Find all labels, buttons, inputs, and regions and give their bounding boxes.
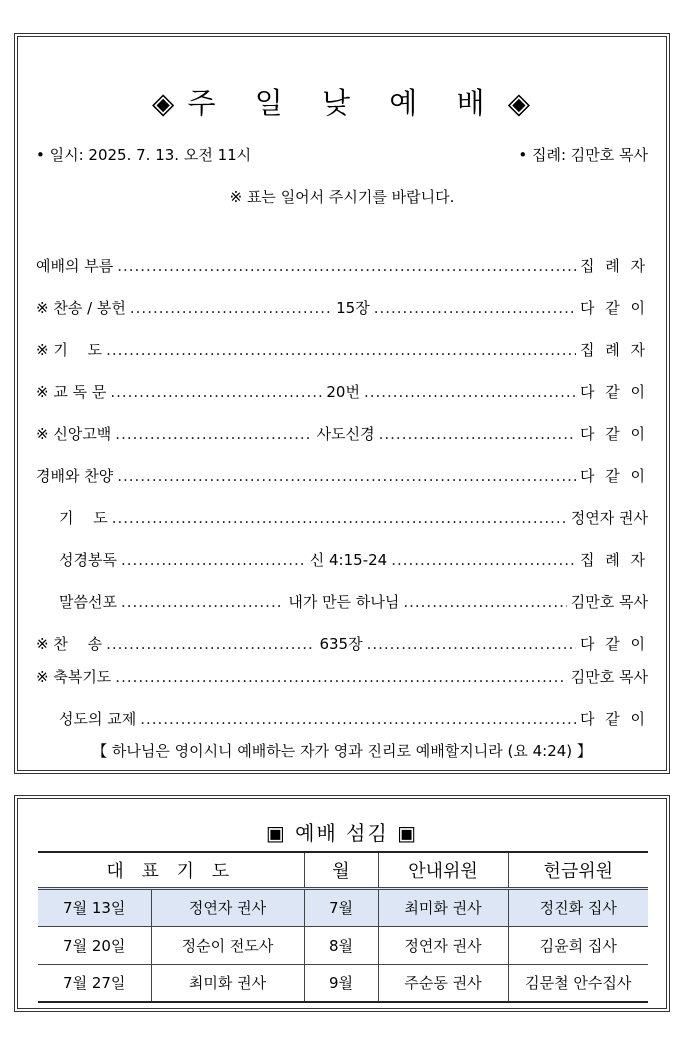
order-item: [36, 591, 648, 613]
order-item-leader: 다 같 이: [579, 299, 648, 317]
header-representative-prayer: 대 표 기 도: [38, 852, 304, 888]
dot-leader: [115, 425, 312, 443]
order-item-name: ※ 찬 송: [36, 635, 103, 653]
month-cell: 7월: [304, 888, 378, 926]
order-item: [36, 465, 648, 487]
order-item-leader: 다 같 이: [579, 383, 648, 401]
order-item-name: ※ 찬송 / 봉헌: [36, 299, 126, 317]
order-item-detail: 20번: [326, 383, 360, 401]
order-item: [36, 708, 648, 730]
order-item-name: 성경봉독: [59, 551, 117, 569]
prayer-leader: 정연자 권사: [151, 888, 304, 926]
diamond-left-icon: ◈: [151, 86, 177, 120]
usher-cell: 주순동 권사: [378, 964, 508, 1002]
service-title-text: 주 일 낮 예 배: [187, 86, 497, 120]
order-item: [36, 666, 648, 688]
dot-leader: [112, 509, 567, 527]
offering-cell: 김윤희 집사: [508, 926, 648, 964]
dot-leader: [106, 635, 315, 653]
month-cell: 8월: [304, 926, 378, 964]
order-item: [36, 633, 648, 655]
order-item-leader: 정연자 권사: [570, 509, 648, 527]
prayer-date: 7월 20일: [38, 926, 151, 964]
staff-title: ▣ 예배 섬김 ▣: [265, 821, 419, 845]
order-item-leader: 집 례 자: [579, 341, 648, 359]
order-item-name: ※ 신앙고백: [36, 425, 112, 443]
order-item: [36, 255, 648, 277]
prayer-leader: 정순이 전도사: [151, 926, 304, 964]
month-cell: 9월: [304, 964, 378, 1002]
prayer-leader: 최미화 권사: [151, 964, 304, 1002]
dot-leader: [115, 668, 566, 686]
diamond-right-icon: ◈: [507, 86, 532, 120]
order-item-name: 예배의 부름: [36, 257, 114, 275]
service-info-row: [36, 144, 648, 165]
order-item-detail: 15장: [336, 299, 370, 317]
table-row: [38, 926, 648, 964]
order-item-name: 경배와 찬양: [36, 467, 114, 485]
table-row: [38, 964, 648, 1002]
dot-leader: [140, 710, 576, 728]
dot-leader: [364, 383, 576, 401]
order-item: [36, 507, 648, 529]
order-item-leader: 다 같 이: [579, 425, 648, 443]
dot-leader: [379, 425, 576, 443]
order-item: [36, 381, 648, 403]
dot-leader: [391, 551, 576, 569]
prayer-date: 7월 13일: [38, 888, 151, 926]
dot-leader: [374, 299, 576, 317]
order-item-detail: 신 4:15-24: [309, 551, 388, 569]
service-date: • 일시: 2025. 7. 13. 오전 11시: [36, 146, 252, 164]
dot-leader: [130, 299, 332, 317]
order-item: [36, 297, 648, 319]
dot-leader: [117, 467, 576, 485]
offering-cell: 김문철 안수집사: [508, 964, 648, 1002]
order-item-detail: 635장: [319, 635, 363, 653]
order-item-name: 말씀선포: [59, 593, 117, 611]
service-presider: • 집례: 김만호 목사: [518, 146, 648, 164]
standing-notice: ※ 표는 일어서 주시기를 바랍니다.: [229, 188, 455, 206]
staff-table-header: [38, 852, 648, 888]
dot-leader: [121, 551, 306, 569]
serving-staff-panel: [14, 795, 670, 1012]
usher-cell: 정연자 권사: [378, 926, 508, 964]
order-item-leader: 김만호 목사: [570, 668, 648, 686]
order-item: [36, 549, 648, 571]
usher-cell: 최미화 권사: [378, 888, 508, 926]
order-item-name: ※ 축복기도: [36, 668, 112, 686]
dot-leader: [117, 257, 576, 275]
order-item-leader: 다 같 이: [579, 710, 648, 728]
scripture-verse: 【 하나님은 영이시니 예배하는 자가 영과 진리로 예배할지니라 (요 4:24) 】: [92, 742, 592, 760]
order-item-leader: 집 례 자: [579, 551, 648, 569]
order-item-leader: 다 같 이: [579, 635, 648, 653]
order-item-leader: 다 같 이: [579, 467, 648, 485]
order-item: [36, 423, 648, 445]
serving-staff-inner-frame: [17, 798, 667, 1009]
offering-cell: 정진화 집사: [508, 888, 648, 926]
order-item-name: 기 도: [59, 509, 108, 527]
order-item-name: 성도의 교제: [59, 710, 137, 728]
dot-leader: [403, 593, 566, 611]
dot-leader: [367, 635, 576, 653]
header-ushers: 안내위원: [378, 852, 508, 888]
header-month: 월: [304, 852, 378, 888]
order-item-detail: 사도신경: [316, 425, 375, 443]
service-title: [18, 81, 666, 122]
dot-leader: [121, 593, 284, 611]
order-item-leader: 집 례 자: [579, 257, 648, 275]
prayer-date: 7월 27일: [38, 964, 151, 1002]
worship-order-inner-frame: [17, 36, 667, 771]
order-item-name: ※ 기 도: [36, 341, 103, 359]
order-item: [36, 339, 648, 361]
dot-leader: [110, 383, 322, 401]
header-offering: 헌금위원: [508, 852, 648, 888]
order-item-detail: 내가 만든 하나님: [288, 593, 400, 611]
worship-order-panel: [14, 33, 670, 774]
dot-leader: [106, 341, 576, 359]
order-item-leader: 김만호 목사: [570, 593, 648, 611]
staff-table: [38, 851, 648, 1003]
table-row: [38, 888, 648, 926]
order-item-name: ※ 교 독 문: [36, 383, 107, 401]
